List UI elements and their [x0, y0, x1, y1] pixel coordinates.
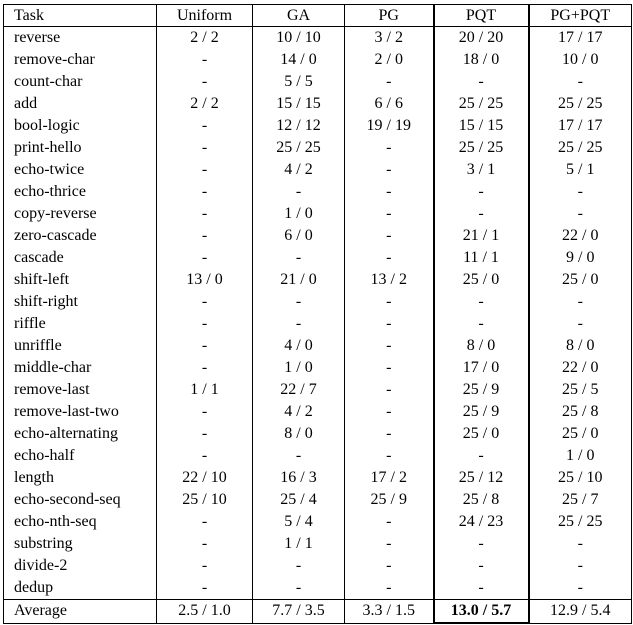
cell-pqt: 25 / 9: [434, 401, 529, 423]
cell-pqt: 8 / 0: [434, 335, 529, 357]
average-pqt: 13.0 / 5.7: [434, 600, 529, 624]
cell-pg: -: [345, 225, 434, 247]
cell-pg: -: [345, 357, 434, 379]
table-body: [4, 27, 632, 600]
cell-pg: -: [345, 445, 434, 467]
cell-pqt: 25 / 0: [434, 423, 529, 445]
table-row: [4, 335, 632, 357]
cell-pqt: -: [434, 533, 529, 555]
cell-pg-pqt: 25 / 10: [529, 467, 632, 489]
cell-ga: -: [253, 181, 345, 203]
table-row: [4, 247, 632, 269]
column-header-task: Task: [4, 5, 157, 27]
cell-uniform: -: [157, 357, 253, 379]
table-row: [4, 555, 632, 577]
cell-ga: -: [253, 291, 345, 313]
cell-uniform: -: [157, 555, 253, 577]
column-header-ga: GA: [253, 5, 345, 27]
task-name-cell: unriffle: [4, 335, 157, 357]
cell-ga: 10 / 10: [253, 27, 345, 50]
task-name-cell: bool-logic: [4, 115, 157, 137]
cell-uniform: -: [157, 335, 253, 357]
cell-pg-pqt: -: [529, 71, 632, 93]
cell-pqt: -: [434, 291, 529, 313]
table-row: [4, 511, 632, 533]
table-row: [4, 93, 632, 115]
cell-pg-pqt: 25 / 8: [529, 401, 632, 423]
cell-pg-pqt: 8 / 0: [529, 335, 632, 357]
cell-pg: 17 / 2: [345, 467, 434, 489]
cell-pqt: 25 / 0: [434, 269, 529, 291]
task-name-cell: count-char: [4, 71, 157, 93]
cell-uniform: 2 / 2: [157, 93, 253, 115]
cell-pg: -: [345, 247, 434, 269]
cell-pg: -: [345, 533, 434, 555]
task-name-cell: middle-char: [4, 357, 157, 379]
cell-pqt: 25 / 25: [434, 137, 529, 159]
cell-pg-pqt: 25 / 25: [529, 137, 632, 159]
cell-pg: -: [345, 511, 434, 533]
cell-pg-pqt: -: [529, 181, 632, 203]
cell-uniform: 1 / 1: [157, 379, 253, 401]
cell-ga: -: [253, 555, 345, 577]
cell-ga: 1 / 0: [253, 357, 345, 379]
cell-uniform: -: [157, 203, 253, 225]
table-row: [4, 401, 632, 423]
cell-uniform: -: [157, 533, 253, 555]
cell-uniform: -: [157, 401, 253, 423]
cell-pg-pqt: -: [529, 533, 632, 555]
cell-ga: 5 / 4: [253, 511, 345, 533]
task-name-cell: echo-nth-seq: [4, 511, 157, 533]
cell-pg-pqt: 25 / 5: [529, 379, 632, 401]
cell-pg: -: [345, 313, 434, 335]
cell-pg: -: [345, 71, 434, 93]
cell-pqt: -: [434, 577, 529, 600]
cell-ga: -: [253, 247, 345, 269]
task-name-cell: cascade: [4, 247, 157, 269]
cell-pg: -: [345, 379, 434, 401]
cell-pg: -: [345, 181, 434, 203]
cell-pqt: 17 / 0: [434, 357, 529, 379]
cell-ga: 1 / 1: [253, 533, 345, 555]
cell-pg-pqt: -: [529, 555, 632, 577]
cell-pg-pqt: 25 / 0: [529, 423, 632, 445]
cell-ga: 4 / 2: [253, 159, 345, 181]
clipped-caption-fragment: [0, 0, 633, 2]
cell-ga: 1 / 0: [253, 203, 345, 225]
task-name-cell: print-hello: [4, 137, 157, 159]
cell-uniform: -: [157, 577, 253, 600]
table-row: [4, 291, 632, 313]
cell-pqt: -: [434, 203, 529, 225]
cell-ga: 12 / 12: [253, 115, 345, 137]
table-row: [4, 423, 632, 445]
cell-pg: -: [345, 137, 434, 159]
table-row: [4, 181, 632, 203]
cell-pg-pqt: 25 / 7: [529, 489, 632, 511]
task-name-cell: copy-reverse: [4, 203, 157, 225]
cell-uniform: -: [157, 225, 253, 247]
table-row: [4, 313, 632, 335]
cell-uniform: 25 / 10: [157, 489, 253, 511]
average-pg: 3.3 / 1.5: [345, 600, 434, 624]
table-row: [4, 225, 632, 247]
table-row: [4, 137, 632, 159]
cell-ga: 5 / 5: [253, 71, 345, 93]
cell-pqt: -: [434, 445, 529, 467]
table-row: [4, 159, 632, 181]
average-label: Average: [4, 600, 157, 624]
task-name-cell: shift-right: [4, 291, 157, 313]
cell-pqt: 11 / 1: [434, 247, 529, 269]
table-row: [4, 27, 632, 50]
cell-pg: 19 / 19: [345, 115, 434, 137]
cell-pg-pqt: 17 / 17: [529, 27, 632, 50]
task-name-cell: riffle: [4, 313, 157, 335]
cell-ga: 25 / 4: [253, 489, 345, 511]
cell-ga: 4 / 2: [253, 401, 345, 423]
cell-ga: 4 / 0: [253, 335, 345, 357]
table-row: [4, 269, 632, 291]
column-header-uniform: Uniform: [157, 5, 253, 27]
cell-uniform: -: [157, 291, 253, 313]
cell-uniform: -: [157, 49, 253, 71]
cell-pqt: 3 / 1: [434, 159, 529, 181]
cell-pg: -: [345, 423, 434, 445]
task-name-cell: echo-alternating: [4, 423, 157, 445]
cell-pg: -: [345, 555, 434, 577]
cell-pg-pqt: -: [529, 313, 632, 335]
task-name-cell: length: [4, 467, 157, 489]
cell-uniform: -: [157, 115, 253, 137]
cell-ga: -: [253, 445, 345, 467]
task-name-cell: echo-second-seq: [4, 489, 157, 511]
results-table: [3, 4, 632, 624]
task-name-cell: remove-char: [4, 49, 157, 71]
cell-pqt: 20 / 20: [434, 27, 529, 50]
table-row: [4, 445, 632, 467]
cell-ga: -: [253, 577, 345, 600]
cell-pg-pqt: 5 / 1: [529, 159, 632, 181]
cell-pg-pqt: -: [529, 577, 632, 600]
cell-pg: 6 / 6: [345, 93, 434, 115]
cell-pg-pqt: 25 / 25: [529, 93, 632, 115]
task-name-cell: reverse: [4, 27, 157, 50]
cell-pg-pqt: 22 / 0: [529, 225, 632, 247]
cell-pqt: 25 / 12: [434, 467, 529, 489]
cell-uniform: -: [157, 159, 253, 181]
cell-uniform: 2 / 2: [157, 27, 253, 50]
task-name-cell: dedup: [4, 577, 157, 600]
cell-pqt: -: [434, 313, 529, 335]
cell-pg-pqt: -: [529, 291, 632, 313]
cell-pg-pqt: 10 / 0: [529, 49, 632, 71]
cell-pqt: 24 / 23: [434, 511, 529, 533]
cell-ga: 25 / 25: [253, 137, 345, 159]
task-name-cell: shift-left: [4, 269, 157, 291]
table-row: [4, 467, 632, 489]
cell-pg-pqt: 25 / 0: [529, 269, 632, 291]
cell-uniform: -: [157, 445, 253, 467]
cell-ga: 15 / 15: [253, 93, 345, 115]
cell-pg: -: [345, 291, 434, 313]
cell-ga: 6 / 0: [253, 225, 345, 247]
cell-pqt: 25 / 9: [434, 379, 529, 401]
task-name-cell: echo-twice: [4, 159, 157, 181]
header-row: [4, 5, 632, 27]
cell-pg: 25 / 9: [345, 489, 434, 511]
table-row: [4, 71, 632, 93]
cell-pqt: -: [434, 555, 529, 577]
table-row: [4, 577, 632, 600]
cell-pg: -: [345, 335, 434, 357]
table-row: [4, 203, 632, 225]
cell-ga: 16 / 3: [253, 467, 345, 489]
task-name-cell: substring: [4, 533, 157, 555]
cell-pg: 13 / 2: [345, 269, 434, 291]
cell-ga: 14 / 0: [253, 49, 345, 71]
cell-uniform: -: [157, 71, 253, 93]
task-name-cell: remove-last-two: [4, 401, 157, 423]
cell-uniform: -: [157, 137, 253, 159]
cell-pqt: 21 / 1: [434, 225, 529, 247]
cell-pg-pqt: 9 / 0: [529, 247, 632, 269]
table-row: [4, 49, 632, 71]
cell-uniform: -: [157, 247, 253, 269]
table-row: [4, 357, 632, 379]
cell-uniform: -: [157, 511, 253, 533]
table-row: [4, 379, 632, 401]
cell-pg: 3 / 2: [345, 27, 434, 50]
cell-pg: -: [345, 159, 434, 181]
task-name-cell: divide-2: [4, 555, 157, 577]
cell-pg-pqt: 1 / 0: [529, 445, 632, 467]
cell-pg: -: [345, 577, 434, 600]
cell-pg-pqt: 17 / 17: [529, 115, 632, 137]
average-row: [4, 600, 632, 624]
task-name-cell: remove-last: [4, 379, 157, 401]
cell-pqt: -: [434, 71, 529, 93]
column-header-pqt: PQT: [434, 5, 529, 27]
task-name-cell: echo-half: [4, 445, 157, 467]
cell-pg: -: [345, 203, 434, 225]
average-uniform: 2.5 / 1.0: [157, 600, 253, 624]
cell-pg: -: [345, 401, 434, 423]
cell-uniform: -: [157, 181, 253, 203]
average-ga: 7.7 / 3.5: [253, 600, 345, 624]
table-row: [4, 533, 632, 555]
cell-uniform: 13 / 0: [157, 269, 253, 291]
cell-ga: 22 / 7: [253, 379, 345, 401]
cell-uniform: -: [157, 313, 253, 335]
cell-pqt: 18 / 0: [434, 49, 529, 71]
cell-uniform: -: [157, 423, 253, 445]
task-name-cell: add: [4, 93, 157, 115]
task-name-cell: zero-cascade: [4, 225, 157, 247]
cell-pqt: 25 / 25: [434, 93, 529, 115]
column-header-pg-pqt: PG+PQT: [529, 5, 632, 27]
cell-ga: 21 / 0: [253, 269, 345, 291]
cell-pqt: 15 / 15: [434, 115, 529, 137]
cell-pg-pqt: 25 / 25: [529, 511, 632, 533]
cell-ga: 8 / 0: [253, 423, 345, 445]
cell-pg-pqt: -: [529, 203, 632, 225]
cell-ga: -: [253, 313, 345, 335]
table-row: [4, 115, 632, 137]
cell-pg-pqt: 22 / 0: [529, 357, 632, 379]
cell-pqt: -: [434, 181, 529, 203]
average-pg-pqt: 12.9 / 5.4: [529, 600, 632, 624]
cell-uniform: 22 / 10: [157, 467, 253, 489]
cell-pqt: 25 / 8: [434, 489, 529, 511]
task-name-cell: echo-thrice: [4, 181, 157, 203]
cell-pg: 2 / 0: [345, 49, 434, 71]
table-row: [4, 489, 632, 511]
column-header-pg: PG: [345, 5, 434, 27]
